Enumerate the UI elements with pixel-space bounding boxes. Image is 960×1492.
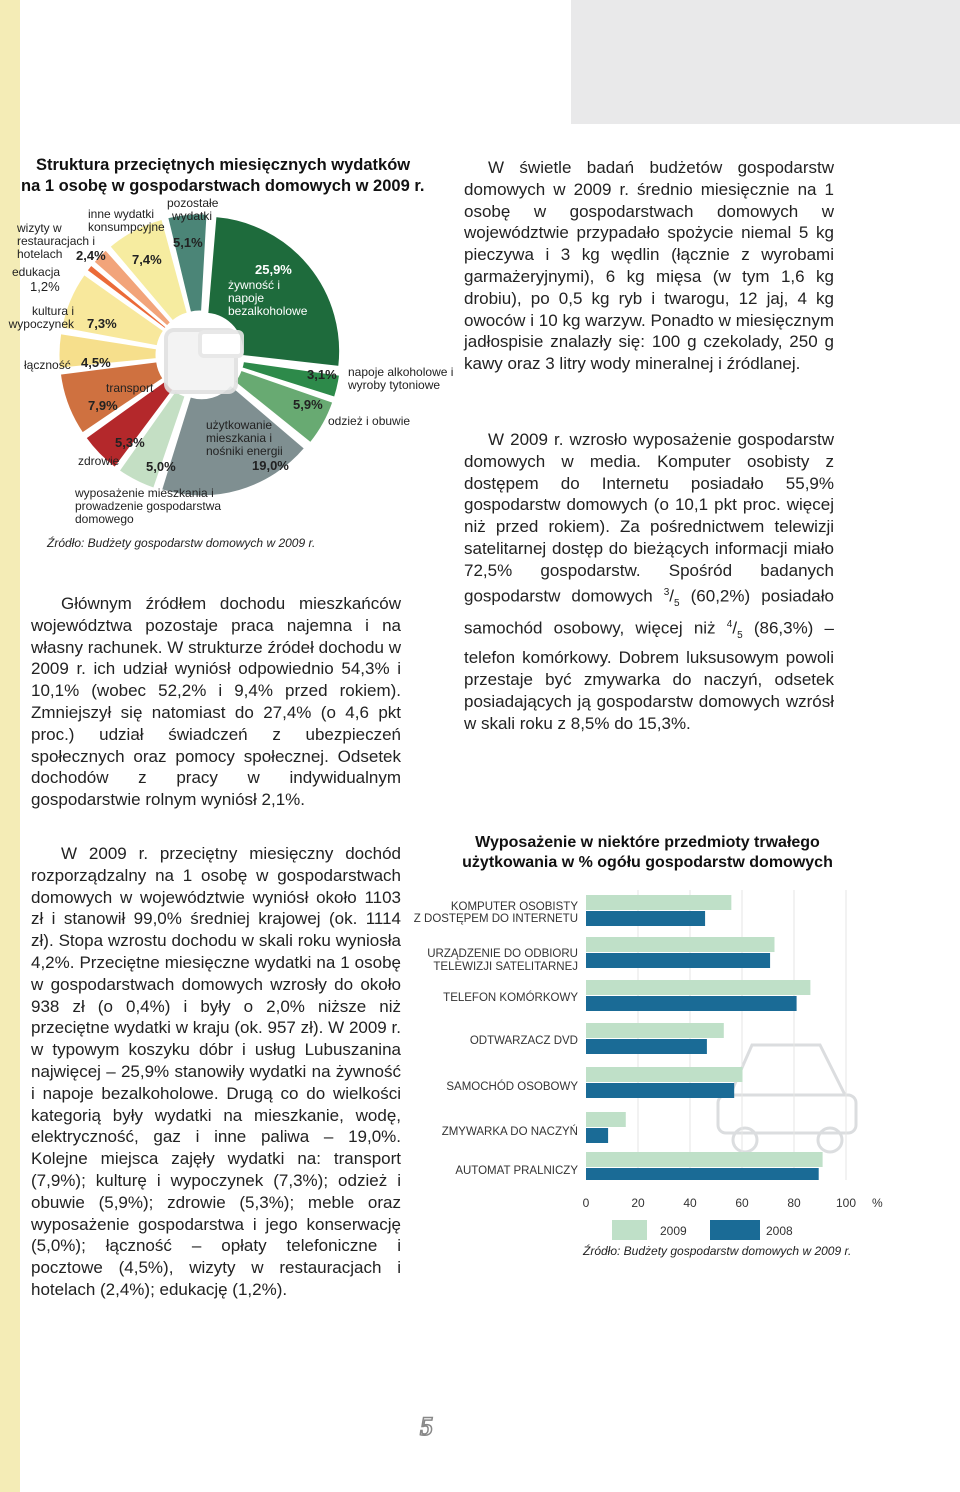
bar-chart	[400, 880, 880, 1180]
bar-x-tick-label: 100	[835, 1196, 857, 1210]
pie-pct-other-consumer: 7,4%	[132, 252, 162, 267]
right-paragraph-2-part-c: (86,3%) – telefon komórkowy. Dobrem luksusowym powoli przestaje być zmywarka do naczyń, odsetek posiadających ją gospodarstw domowych wzrósł w skali roku z 8,5% do 15,3%.	[464, 619, 834, 733]
bar-x-tick-label: 20	[631, 1196, 645, 1210]
legend-swatch-2009	[612, 1220, 647, 1240]
bar-2008-3	[586, 1039, 707, 1054]
bar-2008-6	[586, 1168, 819, 1180]
bar-category-label: AUTOMAT PRALNICZY	[455, 1165, 578, 1177]
bar-chart-axis-and-legend	[560, 1190, 890, 1250]
pie-pct-transport: 7,9%	[88, 398, 118, 413]
bar-category-label: ODTWARZACZ DVD	[469, 1035, 578, 1047]
bar-category-label: TELEFON KOMÓRKOWY	[443, 992, 578, 1004]
pie-pct-furnishing: 5,0%	[146, 459, 176, 474]
bar-category-label: KOMPUTER OSOBISTY	[450, 901, 578, 913]
fraction-2-numerator: 4	[726, 619, 733, 631]
fraction-1-denominator: 5	[674, 597, 680, 609]
pie-label-other: pozostałe wydatki	[167, 196, 219, 223]
bar-chart-title-line1: Wyposażenie w niektóre przedmioty trwałego	[475, 834, 820, 851]
bar-2009-5	[586, 1112, 626, 1127]
bar-chart-source: Źródło: Budżety gospodarstw domowych w 2009 r.	[583, 1244, 852, 1258]
bar-2008-5	[586, 1128, 608, 1143]
pie-label-alcohol: napoje alkoholowe i wyroby tytoniowe	[348, 365, 454, 392]
pie-label-education: edukacja	[12, 265, 61, 279]
left-paragraph-2: W 2009 r. przeciętny miesięczny dochód rozporządzalny na 1 osobę w gospodarstwach domowych w województwie wyniósł około 1103 zł i stanowił 99,0% średniej krajowej (ok. 1114 zł). Stopa wzrostu dochodu w skali roku wyniosła 4,2%. Przeciętne miesięczne wydatki na 1 osobę w gospodarstwach domowych wzrosły do około 938 zł (o 0,4%) i były o 2,0% niższe niż przeciętne wydatki w kraju (ok. 957 zł). W 2009 r. w typowym koszyku dóbr i usług Lubuszanina najwięcej – 25,9% stanowiły wydatki na żywność i napoje bezalkoholowe. Drugą co do wielkości kategorią były wydatki na mieszkanie, wodę, elektryczność, gaz i inne paliwa – 19,0%. Kolejne miejsca zajęły wydatki na: transport (7,9%); kulturę i wypoczynek (7,3%); odzież i obuwie (5,9%); zdrowie (5,3%); meble oraz wyposażenie gospodarstwa i jego konserwację (5,0%); łączność – opłaty telefoniczne i pocztowe (4,5%), wizyty w restauracjach i hotelach (2,4%); edukację (1,2%).	[31, 844, 401, 1299]
bar-2009-2	[586, 980, 810, 995]
pie-pct-health: 5,3%	[115, 435, 145, 450]
page-number: 5	[420, 1412, 433, 1441]
pie-label-furnishing: wyposażenie mieszkania i prowadzenie gospodarstwa domowego	[75, 486, 222, 526]
pie-label-restaurants: wizyty w restauracjach i hotelach	[17, 221, 96, 261]
bar-chart-title-line2: użytkowania w % ogółu gospodarstw domowych	[462, 854, 833, 871]
pie-pct-food: 25,9%	[255, 262, 292, 277]
pie-label-transport: transport	[106, 381, 154, 395]
bar-2008-4	[586, 1083, 734, 1098]
bar-x-unit: %	[872, 1196, 883, 1210]
bar-category-label: TELEWIZJI SATELITARNEJ	[433, 961, 578, 973]
pie-label-housing: użytkowanie mieszkania i nośniki energii	[206, 418, 283, 458]
bar-2009-1	[586, 937, 775, 952]
pie-pct-culture: 7,3%	[87, 316, 117, 331]
bar-x-tick-label: 80	[787, 1196, 801, 1210]
pie-label-clothing: odzież i obuwie	[328, 414, 411, 428]
fraction-2-denominator: 5	[737, 630, 743, 642]
bar-category-label: Z DOSTĘPEM DO INTERNETU	[413, 913, 578, 925]
right-paragraph-2-part-b: (60,2%) posiadało samochód osobowy, więcej niż	[464, 586, 834, 639]
bar-category-label: URZĄDZENIE DO ODBIORU	[427, 948, 578, 960]
bar-2008-2	[586, 996, 797, 1011]
pie-pct-clothing: 5,9%	[293, 397, 323, 412]
bar-x-tick-label: 60	[735, 1196, 749, 1210]
bar-category-label: SAMOCHÓD OSOBOWY	[446, 1081, 578, 1093]
pie-pct-housing: 19,0%	[252, 458, 289, 473]
phone-watermark-icon	[166, 330, 242, 392]
bar-x-tick-label: 40	[683, 1196, 697, 1210]
bar-2009-3	[586, 1023, 724, 1038]
pie-pct-restaurants: 2,4%	[76, 248, 106, 263]
bar-2008-0	[586, 911, 705, 926]
pie-pct-alcohol: 3,1%	[307, 367, 337, 382]
right-paragraph-2-part-a: W 2009 r. wzrosło wyposażenie gospodarstw domowych w media. Komputer osobisty z dostępem do Internetu posiadało 55,9% gospodarstw domowych (o 10,1 pkt proc. więcej niż przed rokiem). Za pośrednictwem telewizji satelitarnej dostęp do bieżących informacji miało 72,5% gospodarstw. Spośród badanych gospodarstw domowych	[464, 430, 834, 606]
legend-swatch-2008	[710, 1220, 760, 1240]
bar-2009-6	[586, 1152, 823, 1167]
car-watermark-icon	[718, 1045, 856, 1152]
bar-category-label: ZMYWARKA DO NACZYŃ	[441, 1126, 578, 1138]
header-grey-box	[571, 0, 960, 124]
pie-chart-source: Źródło: Budżety gospodarstw domowych w 2009 r.	[47, 536, 316, 550]
bar-x-tick-label: 0	[582, 1196, 590, 1210]
legend-label-2009: 2009	[660, 1224, 687, 1238]
left-paragraph-1: Głównym źródłem dochodu mieszkańców województwa pozostaje praca najemna i na własny rachunek. W strukturze źródeł dochodu w 2009 r. ich udział wyniósł odpowiednio 54,3% i 10,1% (wobec 52,2% i 9,4% przed rokiem). Zmniejszył się natomiast do 27,4% (o 4,6 pkt proc.) udział świadczeń z ubezpieczeń społecznych oraz pomocy społecznej. Odsetek dochodów z pracy w indywidualnym gospodarstwie rolnym wyniósł 2,1%.	[31, 594, 401, 810]
pie-label-other-consumer: inne wydatki konsumpcyjne	[88, 207, 165, 234]
legend-label-2008: 2008	[766, 1224, 793, 1238]
pie-pct-communication: 4,5%	[81, 355, 111, 370]
pie-label-communication: łączność	[24, 358, 71, 372]
pie-chart-title-line2: na 1 osobę w gospodarstwach domowych w 2009 r.	[21, 177, 425, 195]
pie-pct-other: 5,1%	[173, 235, 203, 250]
right-paragraph-1: W świetle badań budżetów gospodarstw domowych w 2009 r. średnio miesięcznie na 1 osobę w gospodarstwach domowych w województwie przypadało spożycie niemal 5 kg pieczywa i 3 kg wędlin (łącznie z wyrobami garmażeryjnymi), 6 kg mięsa (w tym 1,6 kg drobiu), po 0,5 kg ryb i twarogu, 12 jaj, 4 kg owoców i 10 kg warzyw. Ponadto w miesięcznym jadłospisie znalazły się: 100 g czekolady, 250 g kawy oraz 3 litry wody mineralnej i źródlanej.	[464, 158, 834, 374]
pie-label-food: żywność i napoje bezalkoholowe	[228, 278, 308, 318]
fraction-1-numerator: 3	[663, 586, 670, 598]
pie-chart-title-line1: Struktura przeciętnych miesięcznych wydatków	[36, 156, 411, 174]
pie-label-culture: kultura i wypoczynek	[8, 304, 74, 331]
bar-2009-0	[586, 895, 731, 910]
bar-2008-1	[586, 953, 770, 968]
right-paragraph-2: W 2009 r. wzrosło wyposażenie gospodarstw domowych w media. Komputer osobisty z dostępem do Internetu posiadało 55,9% gospodarstw domowych (o 10,1 pkt proc. więcej niż przed rokiem). Za pośrednictwem telewizji satelitarnej dostęp do bieżących informacji miało 72,5% gospodarstw. Spośród badanych gospodarstw domowych $^3/_5$ (60,2%) posiadało samochód osobowy, więcej niż $^4/_5$ (86,3%) – telefon komórkowy. Dobrem luksusowym powoli przestaje być zmywarka do naczyń, odsetek posiadających ją gospodarstw domowych wzrósł w skali roku z 8,5% do 15,3%.	[464, 430, 834, 733]
bar-2009-4	[586, 1067, 743, 1082]
pie-pct-education: 1,2%	[30, 279, 60, 294]
pie-label-health: zdrowie	[78, 454, 120, 468]
